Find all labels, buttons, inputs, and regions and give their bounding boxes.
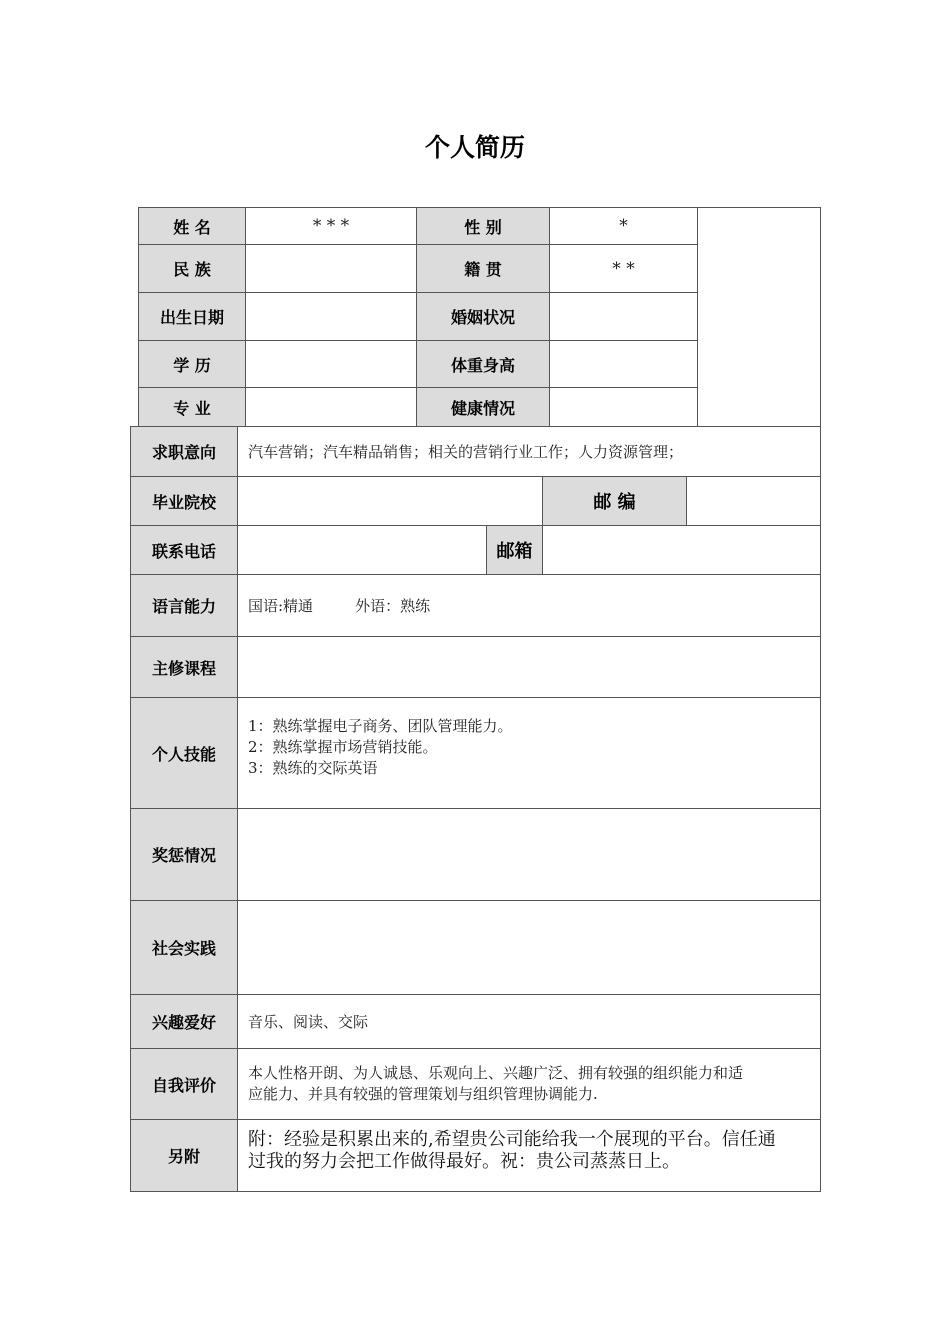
skill-line: 2：熟练掌握市场营销技能。 bbox=[248, 737, 438, 756]
skills-value[interactable] bbox=[237, 697, 821, 809]
additional-line: 过我的努力会把工作做得最好。祝：贵公司蒸蒸日上。 bbox=[248, 1150, 680, 1172]
birthdate-label: 出生日期 bbox=[138, 292, 246, 341]
courses-label: 主修课程 bbox=[130, 636, 238, 698]
language-value[interactable] bbox=[237, 574, 821, 637]
postcode-value[interactable] bbox=[686, 476, 821, 526]
name-label: 姓 名 bbox=[138, 207, 246, 245]
gender-value[interactable]: * bbox=[549, 207, 698, 245]
email-value[interactable] bbox=[542, 525, 821, 575]
marital-status-label: 婚姻状况 bbox=[416, 292, 550, 341]
height-weight-label: 体重身高 bbox=[416, 340, 550, 388]
phone-value[interactable] bbox=[237, 525, 487, 575]
awards-label: 奖惩情况 bbox=[130, 808, 238, 901]
skills-label: 个人技能 bbox=[130, 697, 238, 809]
additional-line: 附：经验是积累出来的,希望贵公司能给我一个展现的平台。信任通 bbox=[248, 1128, 776, 1150]
hobbies-label: 兴趣爱好 bbox=[130, 994, 238, 1049]
self-evaluation-value[interactable] bbox=[237, 1048, 821, 1120]
health-value[interactable] bbox=[549, 387, 698, 427]
school-label: 毕业院校 bbox=[130, 476, 238, 526]
major-value[interactable] bbox=[245, 387, 417, 427]
education-value[interactable] bbox=[245, 340, 417, 388]
phone-label: 联系电话 bbox=[130, 525, 238, 575]
marital-status-value[interactable] bbox=[549, 292, 698, 341]
self-evaluation-line: 本人性格开朗、为人诚恳、乐观向上、兴趣广泛、拥有较强的组织能力和适 bbox=[248, 1064, 744, 1082]
social-practice-value[interactable] bbox=[237, 900, 821, 995]
native-place-value[interactable]: * * bbox=[549, 244, 698, 293]
health-label: 健康情况 bbox=[416, 387, 550, 427]
skill-line: 1：熟练掌握电子商务、团队管理能力。 bbox=[248, 716, 513, 735]
page-title: 个人简历 bbox=[424, 133, 525, 162]
name-value[interactable]: * * * bbox=[245, 207, 417, 245]
language-foreign: 外语：熟练 bbox=[355, 597, 431, 615]
language-mandarin: 国语:精通 bbox=[248, 597, 314, 615]
height-weight-value[interactable] bbox=[549, 340, 698, 388]
skill-line: 3：熟练的交际英语 bbox=[248, 758, 378, 777]
job-intent-label: 求职意向 bbox=[130, 426, 238, 477]
additional-label: 另附 bbox=[130, 1119, 238, 1192]
language-label: 语言能力 bbox=[130, 574, 238, 637]
education-label: 学 历 bbox=[138, 340, 246, 388]
additional-value[interactable] bbox=[237, 1119, 821, 1192]
email-label: 邮箱 bbox=[486, 525, 543, 575]
native-place-label: 籍 贯 bbox=[416, 244, 550, 293]
birthdate-value[interactable] bbox=[245, 292, 417, 341]
job-intent-value[interactable]: 汽车营销；汽车精品销售；相关的营销行业工作；人力资源管理； bbox=[237, 426, 821, 477]
gender-label: 性 别 bbox=[416, 207, 550, 245]
ethnicity-label: 民 族 bbox=[138, 244, 246, 293]
awards-value[interactable] bbox=[237, 808, 821, 901]
hobbies-value[interactable]: 音乐、阅读、交际 bbox=[237, 994, 821, 1049]
photo-area bbox=[697, 207, 821, 427]
self-evaluation-label: 自我评价 bbox=[130, 1048, 238, 1120]
ethnicity-value[interactable] bbox=[245, 244, 417, 293]
school-value[interactable] bbox=[237, 476, 543, 526]
major-label: 专 业 bbox=[138, 387, 246, 427]
postcode-label: 邮 编 bbox=[542, 476, 687, 526]
courses-value[interactable] bbox=[237, 636, 821, 698]
self-evaluation-line: 应能力、并具有较强的管理策划与组织管理协调能力. bbox=[248, 1085, 598, 1103]
social-practice-label: 社会实践 bbox=[130, 900, 238, 995]
